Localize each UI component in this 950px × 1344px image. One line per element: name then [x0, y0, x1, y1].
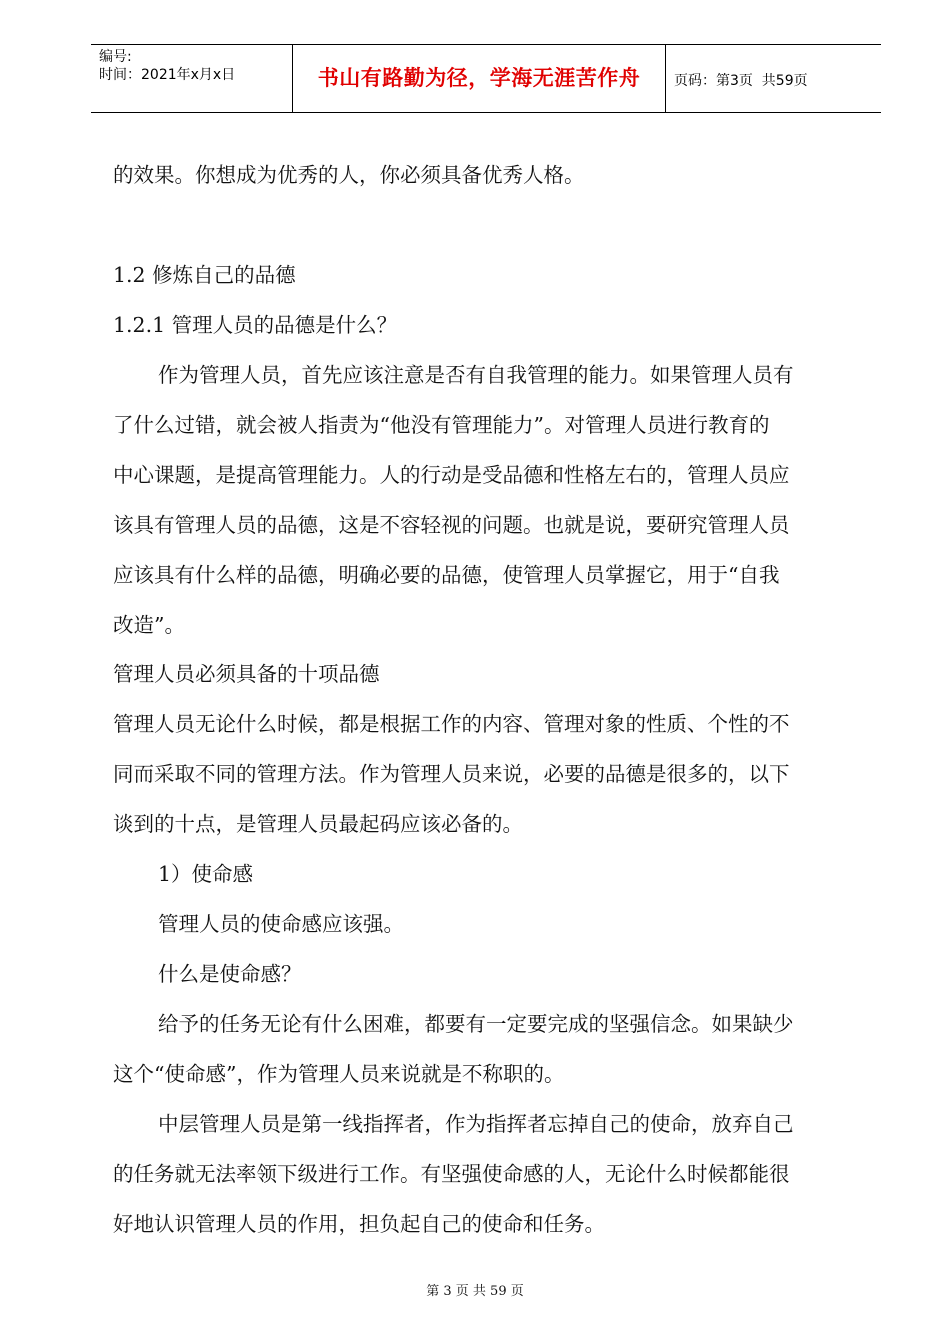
header-top-rule: [91, 44, 881, 45]
body-line: 该具有管理人员的品德，这是不容轻视的问题。也就是说，要研究管理人员: [113, 513, 790, 537]
list-item-heading: 1）使命感: [158, 862, 254, 886]
body-line: 中层管理人员是第一线指挥者，作为指挥者忘掉自己的使命，放弃自己: [158, 1112, 794, 1136]
subsection-heading: 1.2.1 管理人员的品德是什么？: [113, 313, 398, 337]
page-header: [91, 44, 881, 114]
paragraph-title: 管理人员必须具备的十项品德: [113, 662, 380, 686]
header-divider-left: [292, 44, 293, 113]
body-line: 什么是使命感？: [158, 962, 302, 986]
header-meta: [99, 48, 235, 84]
body-line: 应该具有什么样的品德，明确必要的品德，使管理人员掌握它，用于“自我: [113, 563, 780, 587]
body-line: 改造”。: [113, 613, 185, 637]
header-page-info: 页码：第3页 共59页: [674, 73, 808, 89]
body-line: 作为管理人员，首先应该注意是否有自我管理的能力。如果管理人员有: [158, 363, 794, 387]
body-line: 管理人员无论什么时候，都是根据工作的内容、管理对象的性质、个性的不: [113, 712, 790, 736]
header-motto: 书山有路勤为径，学海无涯苦作舟: [317, 66, 641, 90]
body-line: 给予的任务无论有什么困难，都要有一定要完成的坚强信念。如果缺少: [158, 1012, 794, 1036]
body-line: 管理人员的使命感应该强。: [158, 912, 404, 936]
time-label: 时间：2021年x月x日: [99, 67, 236, 83]
header-bottom-rule: [91, 112, 881, 113]
page-footer: 第 3 页 共 59 页: [426, 1284, 524, 1299]
body-line: 同而采取不同的管理方法。作为管理人员来说，必要的品德是很多的，以下: [113, 762, 790, 786]
body-line: 好地认识管理人员的作用，担负起自己的使命和任务。: [113, 1212, 605, 1236]
section-heading: 1.2 修炼自己的品德: [113, 263, 296, 287]
serial-label: 编号:: [99, 49, 132, 65]
body-line: 的任务就无法率领下级进行工作。有坚强使命感的人，无论什么时候都能很: [113, 1162, 790, 1186]
header-divider-right: [665, 44, 666, 113]
body-line: 了什么过错，就会被人指责为“他没有管理能力”。对管理人员进行教育的: [113, 413, 770, 437]
body-line: 谈到的十点，是管理人员最起码应该必备的。: [113, 812, 523, 836]
body-line: 中心课题，是提高管理能力。人的行动是受品德和性格左右的，管理人员应: [113, 463, 790, 487]
body-line: 的效果。你想成为优秀的人，你必须具备优秀人格。: [113, 163, 585, 187]
body-line: 这个“使命感”，作为管理人员来说就是不称职的。: [113, 1062, 565, 1086]
